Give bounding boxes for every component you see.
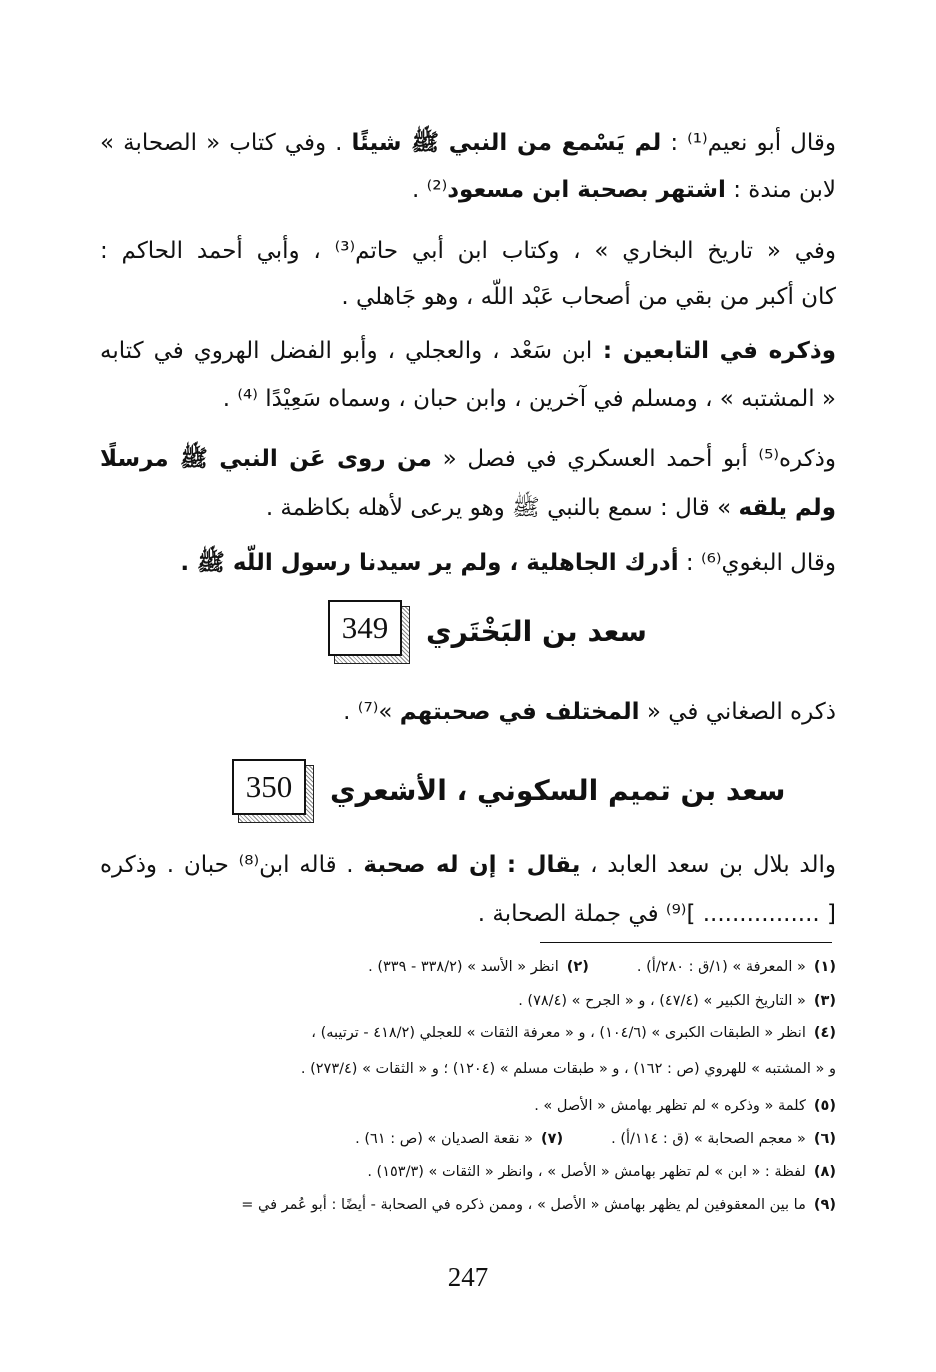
p4-line2 [100, 490, 836, 526]
p4-line1 [100, 441, 836, 477]
footnote-5-text: كلمة « وذكره » لم تظهر بهامش « الأصل » . [534, 1098, 806, 1114]
entry-349-text [100, 694, 836, 730]
footnote-5 [534, 1094, 836, 1118]
entry-350-number-box [232, 759, 312, 821]
footnote-4-text-l2: و « المشتبه » للهروي (ص : ١٦٢) ، و « طبقات مسلم » (١٢٠٤) ؛ و « الثقات » (٢٧٣/٤) . [300, 1061, 836, 1077]
footnote-9-number: (٩) [813, 1197, 836, 1213]
p1-line2 [100, 172, 836, 208]
p4-bold-b: ولم يلقه [738, 495, 836, 521]
footnote-9-text: ما بين المعقوفين لم يظهر بهامش « الأصل » ، وممن ذكره في الصحابة - أيضًا : أبو عُمر في = [241, 1197, 806, 1213]
p3-line1 [100, 333, 836, 369]
entry-350-header [232, 759, 785, 821]
footnote-5-number: (٥) [813, 1098, 836, 1114]
p1-bold-b: اشتهر بصحبة ابن مسعود [447, 177, 726, 203]
footnote-9 [241, 1193, 836, 1217]
entry-350-text-a: والد بلال بن سعد العابد ، [580, 852, 836, 878]
footnote-8-number: (٨) [813, 1164, 836, 1180]
entry-349-header [328, 600, 647, 662]
entry-349-text-c: »⁽⁷⁾ . [343, 699, 400, 725]
p2-line2: كان أكبر من بقي من أصحاب عَبْد اللّه ، وهو جَاهلي . [341, 284, 836, 310]
p2-line1: وفي « تاريخ البخاري » ، وكتاب ابن أبي حاتم⁽³⁾ ، وأبي أحمد الحاكم : [100, 238, 836, 264]
p4-bold-a: من روى عَن النبي ﷺ مرسلًا [100, 446, 432, 472]
page-number: 247 [447, 1262, 489, 1292]
footnote-1-text: « المعرفة » (١/ق : ٢٨٠/أ) . [636, 959, 806, 975]
footnote-7-text: « نقعة الصديان » (ص : ٦١) . [355, 1131, 533, 1147]
entry-350-text-c: . قاله ابن⁽⁸⁾ حبان . وذكره [100, 852, 364, 878]
p1-text-d: ⁽²⁾ . [412, 177, 448, 203]
footnote-1-2 [368, 955, 836, 979]
footnote-6-number: (٦) [813, 1131, 836, 1147]
footnote-4-text-l1: انظر « الطبقات الكبرى » (١٠٤/٦) ، و « معرفة الثقات » للعجلي (٤١٨/٢ - ترتيبه) ، [311, 1025, 806, 1041]
footnote-4-number: (٤) [813, 1025, 836, 1041]
p1-text-a: وقال أبو نعيم⁽¹⁾ : [661, 130, 836, 156]
entry-349-text-a: ذكره الصغاني في « [639, 699, 836, 725]
entry-349-bold: المختلف في صحبتهم [399, 699, 640, 725]
footnote-6-7 [355, 1127, 836, 1151]
p5-line1 [100, 545, 836, 581]
p1-text-b: . وفي كتاب « الصحابة » [100, 130, 352, 156]
p5-text: وقال البغوي⁽⁶⁾ : [678, 550, 836, 576]
p1-line1 [100, 125, 836, 161]
footnote-8 [367, 1160, 836, 1184]
footnote-7-number: (٧) [540, 1131, 564, 1147]
footnote-4-line1 [311, 1021, 836, 1045]
entry-350-number: 350 [232, 759, 306, 815]
entry-350-line2: [ ................ ]⁽⁹⁾ في جملة الصحابة . [477, 901, 836, 927]
p1-text-c: لابن مندة : [725, 177, 836, 203]
p3-line2: « المشتبه » ، ومسلم في آخرين ، وابن حبان ، وسماه سَعِيْدًا ⁽⁴⁾ . [222, 386, 836, 412]
entry-349-number: 349 [328, 600, 402, 656]
footnote-8-text: لفظة : « ابن » لم تظهر بهامش « الأصل » ، وانظر « الثقات » (١٥٣/٣) . [367, 1164, 806, 1180]
entry-350-title: سعد بن تميم السكوني ، الأشعري [330, 773, 786, 807]
footnote-6-text: « معجم الصحابة » (ق : ١١٤/أ) . [611, 1131, 806, 1147]
footnote-separator [540, 942, 832, 943]
p1-bold-a: لم يَسْمع من النبي ﷺ شيئًا [351, 130, 662, 156]
entry-349-title: سعد بن البَخْتَري [426, 614, 647, 648]
footnote-3 [518, 989, 836, 1013]
footnote-2-text: انظر « الأسد » (٣٣٨/٢ - ٣٣٩) . [368, 959, 559, 975]
footnote-4-line2 [301, 1057, 836, 1081]
footnote-2-number: (٢) [566, 959, 589, 975]
entry-349-number-box [328, 600, 408, 662]
footnote-3-text: « التاريخ الكبير » (٤٧/٤) ، و « الجرح » (٧٨/٤) . [518, 993, 806, 1009]
entry-350-bold: يقال : إن له صحبة [363, 852, 581, 878]
footnote-3-number: (٣) [813, 993, 836, 1009]
footnote-1-number: (١) [813, 959, 836, 975]
p4-text-a: وذكره⁽⁵⁾ أبو أحمد العسكري في فصل « [431, 446, 837, 472]
p4-text-b: » قال : سمع بالنبي ﷺ وهو يرعى لأهله بكاظمة . [265, 495, 739, 521]
entry-350-line1 [100, 847, 836, 883]
p3-text: ابن سَعْد ، والعجلي ، وأبو الفضل الهروي في كتابه [100, 338, 593, 364]
p3-bold: وذكره في التابعين : [592, 338, 836, 364]
p5-bold: أدرك الجاهلية ، ولم ير سيدنا رسول اللّه ﷺ . [180, 550, 679, 576]
